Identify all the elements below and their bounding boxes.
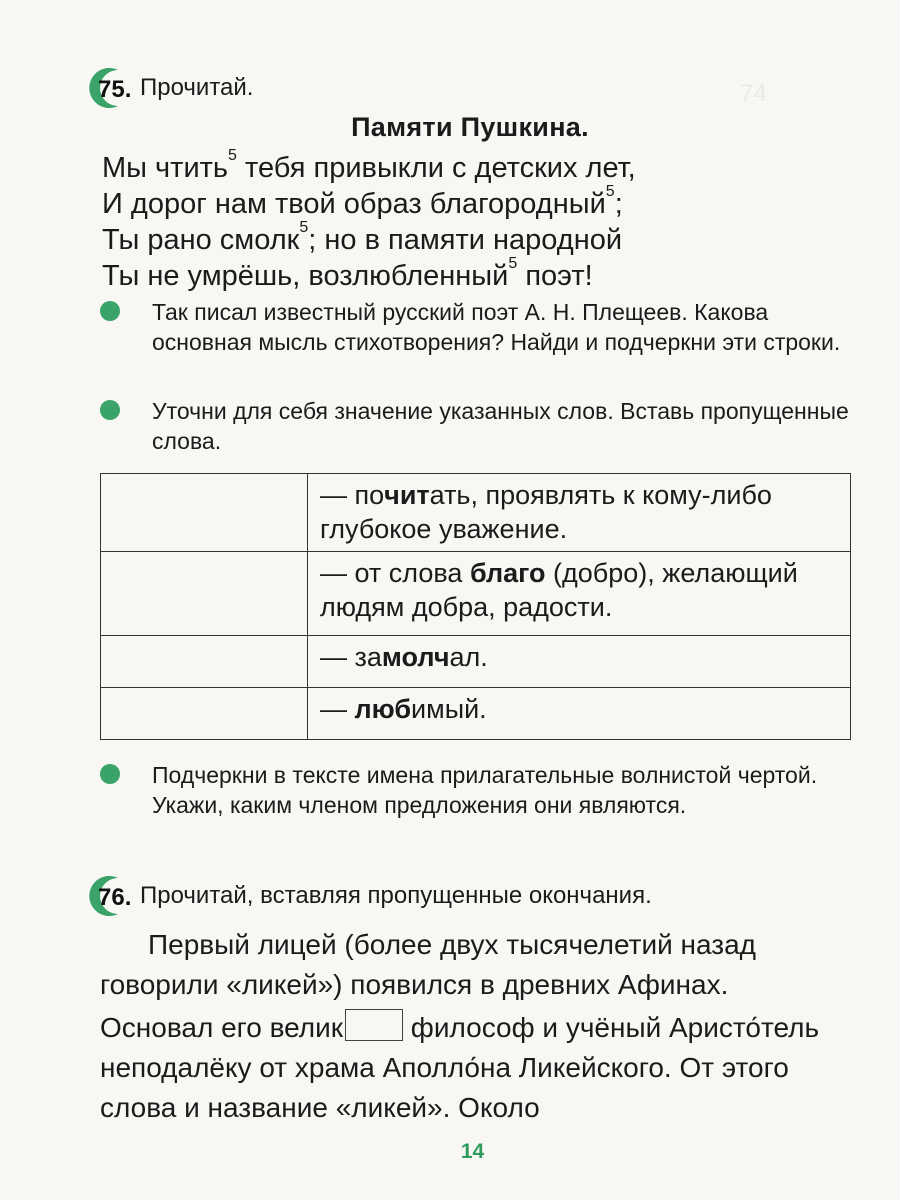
task-item [100,396,860,456]
exercise-instruction: Прочитай. [140,74,254,101]
bullet-icon [100,301,120,321]
bullet-icon [100,400,120,420]
answer-cell[interactable] [101,636,308,688]
answer-cell[interactable] [101,688,308,740]
definition-cell: — от слова благо (добро), желающий людям добра, радости. [308,552,851,636]
exercise-instruction: Прочитай, вставляя пропущенные окончания. [140,882,652,909]
answer-cell[interactable] [101,552,308,636]
definition-cell: — почитать, проявлять к кому-либо глубокое уважение. [308,474,851,552]
table-row [101,474,851,552]
task-text: Уточни для себя значение указанных слов. Вставь пропущенные слова. [152,398,849,454]
answer-cell[interactable] [101,474,308,552]
exercise-badge-icon [88,64,136,112]
task-text: Подчеркни в тексте имена прилагательные волнистой чертой. Укажи, каким членом предложения они являются. [152,762,818,818]
vocabulary-table [100,473,851,740]
poem-line: Ты не умрёшь, возлюбленный$^5$ поэт! [102,255,593,292]
reading-paragraph: Первый лицей (более двух тысячелетий назад говорили «ликей») появился в древних Афинах. [100,929,757,1000]
ending-blank[interactable] [345,1009,403,1041]
task-text: Так писал известный русский поэт А. Н. Плещеев. Какова основная мысль стихотворения? Найди и подчеркни эти строки. [152,299,841,355]
reading-paragraph: Основал его велик философ и учёный Аристо́тель неподалёку от храма Аполло́на Ликейского. От этого слова и название «ликей». Около [100,1008,852,1128]
table-row [101,636,851,688]
exercise-75-header [88,64,253,112]
poem-line: Ты рано смолк$^5$; но в памяти народной [102,219,623,256]
task-item [100,760,860,820]
table-row [101,552,851,636]
page-number: 14 [460,1140,485,1163]
poem [102,147,636,294]
definition-cell: — замолчал. [308,636,851,688]
poem-title: Памяти Пушкина. [351,112,589,142]
poem-line: И дорог нам твой образ благородный$^5$; [102,183,623,220]
bleed-through-text: 74 [740,80,767,107]
poem-line: Мы чтить$^5$ тебя привыкли с детских лет, [102,147,636,184]
exercise-number: 76. [98,884,132,911]
exercise-76-header [88,872,652,920]
definition-cell: — любимый. [308,688,851,740]
task-item [100,297,860,357]
bullet-icon [100,764,120,784]
exercise-number: 75. [98,76,132,103]
table-row [101,688,851,740]
exercise-badge-icon [88,872,136,920]
